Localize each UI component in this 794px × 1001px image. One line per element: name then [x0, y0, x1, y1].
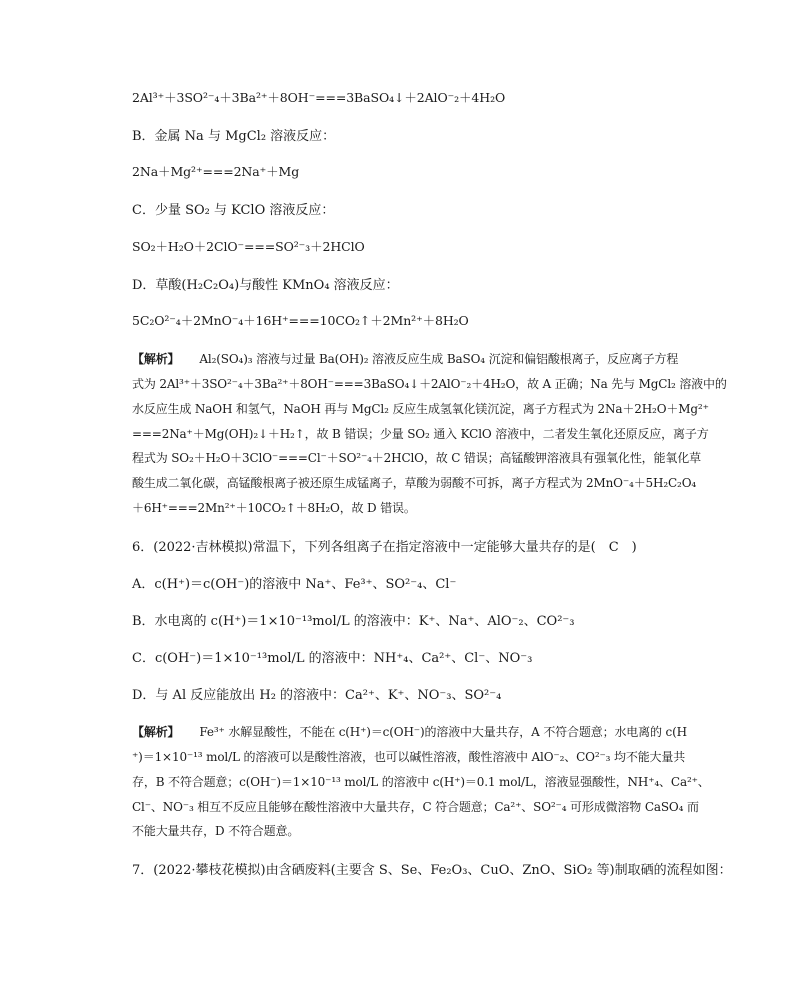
equation-d: 5C₂O²⁻₄＋2MnO⁻₄＋16H⁺===10CO₂↑＋2Mn²⁺＋8H₂O: [132, 313, 469, 328]
option-d: D．草酸(H₂C₂O₄)与酸性 KMnO₄ 溶液反应：: [132, 278, 399, 293]
equation-a-continued: 2Al³⁺＋3SO²⁻₄＋3Ba²⁺＋8OH⁻===3BaSO₄↓＋2AlO⁻₂＋4H₂O: [132, 90, 506, 105]
equation-c: SO₂＋H₂O＋2ClO⁻===SO²⁻₃＋2HClO: [132, 239, 365, 254]
option-a: A．c(H⁺)＝c(OH⁻)的溶液中 Na⁺、Fe³⁺、SO²⁻₄、Cl⁻: [132, 577, 457, 592]
analysis-text: ===2Na⁺＋Mg(OH)₂↓＋H₂↑，故 B 错误；少量 SO₂ 通入 KClO 溶液中，二者发生氧化还原反应，离子方: [132, 427, 709, 441]
analysis-text: 式为 2Al³⁺＋3SO²⁻₄＋3Ba²⁺＋8OH⁻===3BaSO₄↓＋2AlO⁻₂＋4H₂O，故 A 正确；Na 先与 MgCl₂ 溶液中的: [132, 377, 727, 391]
analysis-text: 存，B 不符合题意；c(OH⁻)＝1×10⁻¹³ mol/L 的溶液中 c(H⁺)＝0.1 mol/L，溶液显强酸性，NH⁺₄、Ca²⁺、: [132, 775, 710, 789]
option-c: C．c(OH⁻)＝1×10⁻¹³mol/L 的溶液中：NH⁺₄、Ca²⁺、Cl⁻、NO⁻₃: [132, 651, 533, 666]
analysis-label: 【解析】: [132, 725, 180, 739]
analysis-text: 酸生成二氧化碳，高锰酸根离子被还原生成锰离子，草酸为弱酸不可拆，离子方程式为 2MnO⁻₄＋5H₂C₂O₄: [132, 476, 697, 490]
analysis-text: 不能大量共存，D 不符合题意。: [132, 824, 300, 838]
analysis-text: Al₂(SO₄)₃ 溶液与过量 Ba(OH)₂ 溶液反应生成 BaSO₄ 沉淀和偏铝酸根离子，反应离子方程: [199, 352, 679, 366]
option-c: C．少量 SO₂ 与 KClO 溶液反应：: [132, 203, 335, 218]
analysis-text: ＋6H⁺===2Mn²⁺＋10CO₂↑＋8H₂O，故 D 错误。: [132, 501, 416, 515]
analysis-text: Fe³⁺ 水解显酸性，不能在 c(H⁺)＝c(OH⁻)的溶液中大量共存，A 不符合题意；水电离的 c(H: [199, 725, 687, 739]
option-d: D．与 Al 反应能放出 H₂ 的溶液中：Ca²⁺、K⁺、NO⁻₃、SO²⁻₄: [132, 688, 502, 703]
equation-b: 2Na＋Mg²⁺===2Na⁺＋Mg: [132, 164, 300, 179]
analysis-text: 水反应生成 NaOH 和氢气，NaOH 再与 MgCl₂ 反应生成氢氧化镁沉淀，离子方程式为 2Na＋2H₂O＋Mg²⁺: [132, 402, 709, 416]
analysis-text: ⁺)＝1×10⁻¹³ mol/L 的溶液可以是酸性溶液，也可以碱性溶液，酸性溶液中 AlO⁻₂、CO²⁻₃ 均不能大量共: [132, 750, 686, 764]
option-b: B．水电离的 c(H⁺)＝1×10⁻¹³mol/L 的溶液中：K⁺、Na⁺、AlO⁻₂、CO²⁻₃: [132, 614, 575, 629]
question-7-stem: 7．(2022·攀枝花模拟)由含硒废料(主要含 S、Se、Fe₂O₃、CuO、ZnO、SiO₂ 等)制取硒的流程如图：: [132, 863, 732, 878]
option-b: B．金属 Na 与 MgCl₂ 溶液反应：: [132, 129, 336, 144]
analysis-label: 【解析】: [132, 352, 180, 366]
analysis-text: 程式为 SO₂＋H₂O＋3ClO⁻===Cl⁻＋SO²⁻₄＋2HClO，故 C 错误；高锰酸钾溶液具有强氧化性，能氧化草: [132, 451, 701, 465]
question-stem: 6．(2022·吉林模拟)常温下，下列各组离子在指定溶液中一定能够大量共存的是( C ): [132, 540, 637, 555]
analysis-text: Cl⁻、NO⁻₃ 相互不反应且能够在酸性溶液中大量共存，C 符合题意；Ca²⁺、SO²⁻₄ 可形成微溶物 CaSO₄ 而: [132, 800, 699, 814]
